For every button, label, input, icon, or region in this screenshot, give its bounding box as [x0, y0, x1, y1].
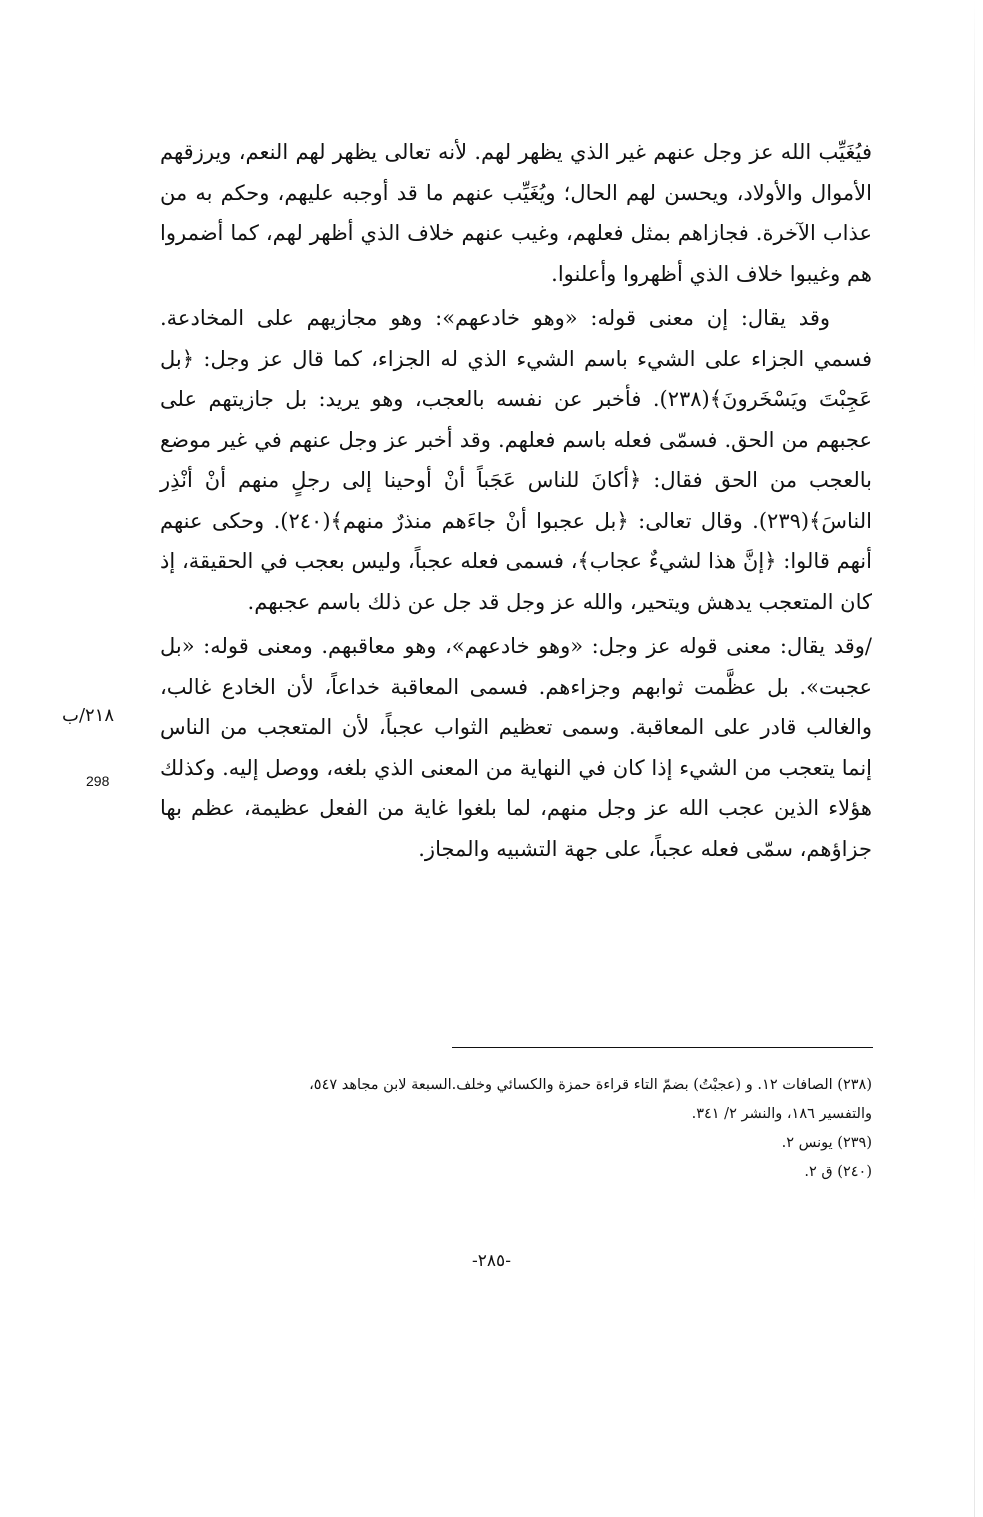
page-number: -٢٨٥-: [472, 1251, 511, 1271]
footnote-separator-line: [452, 1047, 873, 1048]
footnote-238-line-1: (٢٣٨) الصافات ١٢. و (عجبْتُ) بضمّ التاء قراءة حمزة والكسائي وخلف.السبعة لابن مجاهد ٥٤٧،: [309, 1077, 872, 1093]
footnote-239: (٢٣٩) يونس ٢.: [781, 1135, 872, 1151]
paragraph-1: فيُغَيِّب الله عز وجل عنهم غير الذي يظهر لهم. لأنه تعالى يظهر لهم النعم، ويرزقهم الأموال والأولاد، ويحسن لهم الحال؛ ويُغَيِّب عنهم ما قد أوجبه عليهم، وحكم به من عذاب الآخرة. فجازاهم بمثل فعلهم، وغيب عنهم خلاف الذي أظهر لهم، كما أضمروا هم وغيبوا خلاف الذي أظهروا وأعلنوا.: [160, 140, 872, 286]
footnote-240: (٢٤٠) ق ٢.: [804, 1164, 872, 1180]
paragraph-3: /وقد يقال: معنى قوله عز وجل: «وهو خادعهم»، وهو معاقبهم. ومعنى قوله: «بل عجبت». بل عظَّمت ثوابهم وجزاءهم. فسمى المعاقبة خداعاً، لأن الخادع غالب، والغالب قادر على المعاقبة. وسمى تعظيم الثواب عجباً، لأن المتعجب من الناس إنما يتعجب من الشيء إذا كان في النهاية من المعنى الذي بلغه، ووصل إليه. وكذلك هؤلاء الذين عجب الله عز وجل منهم، لما بلغوا غاية من الفعل عظيمة، عظم بها جزاؤهم، سمّى فعله عجباً، على جهة التشبيه والمجاز.: [160, 634, 872, 861]
original-page-reference: 298: [86, 773, 110, 789]
paragraph-2: وقد يقال: إن معنى قوله: «وهو خادعهم»: وهو مجازيهم على المخادعة. فسمي الجزاء على الشيء باسم الشيء الذي له الجزاء، كما قال عز وجل: ﴿بل عَجِبْتَ ويَسْخَرونَ﴾(٢٣٨). فأخبر عن نفسه بالعجب، وهو يريد: بل جازيتهم على عجبهم من الحق. فسمّى فعله باسم فعلهم. وقد أخبر عز وجل عنهم في غير موضع بالعجب من الحق فقال: ﴿أكانَ للناس عَجَباً أنْ أوحينا إلى رجلٍ منهم أنْ أنْذِر الناسَ﴾(٢٣٩). وقال تعالى: ﴿بل عجبوا أنْ جاءَهم منذرٌ منهم﴾(٢٤٠). وحكى عنهم أنهم قالوا: ﴿إنَّ هذا لشيءٌ عجاب﴾، فسمى فعله عجباً، وليس بعجب في الحقيقة، إذ كان المتعجب يدهش ويتحير، والله عز وجل قد جل عن ذلك باسم عجبهم.: [160, 306, 872, 614]
footnote-238-line-2: والتفسير ١٨٦، والنشر ٢/ ٣٤١.: [691, 1106, 872, 1122]
footnotes-block: [180, 1071, 872, 1187]
scan-edge-line: [974, 0, 975, 1517]
main-text-block: [160, 132, 872, 869]
manuscript-folio-reference: ٢١٨/ب: [62, 705, 115, 726]
